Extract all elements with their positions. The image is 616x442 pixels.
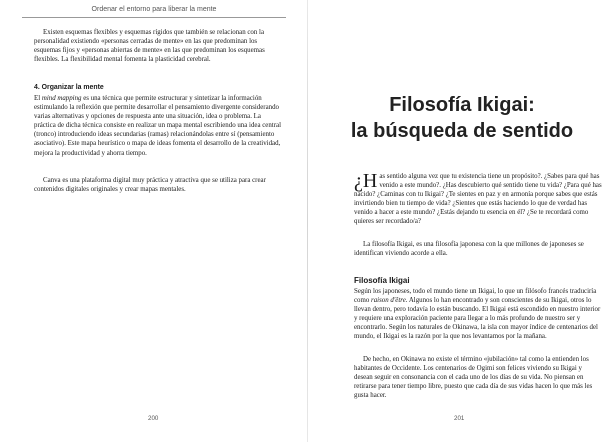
raison-detre-term: raison d'être [371, 297, 406, 305]
section-heading-organize-mind: 4. Organizar la mente [34, 84, 104, 91]
intro-paragraph [354, 172, 602, 227]
drop-cap: ¿H [354, 170, 378, 192]
paragraph-text: . Algunos lo han encontrado y son conscientes de su Ikigai, otros lo llevan dentro, pero todavía lo están buscando. El Ikigai está escondido en nuestro interior y requiere una exploración paciente para llegar a lo más profundo de nuestro ser y encontrarlo. Según los naturales de Okinawa, la isla con mayor índice de centenarios del mundo, el Ikigai es la razón por la que nos levantamos por la mañana. [354, 297, 601, 341]
paragraph-mind-mapping [34, 94, 284, 158]
mind-mapping-term: mind mapping [41, 95, 82, 102]
paragraph-text: es una técnica que permite estructurar y sintetizar la información estimulando la reflexión que permite desarrollar el pensamiento divergente considerando varias alternativas y opciones de respuesta ante una situación, idea o problema. La práctica de dicha técnica consiste en realizar un mapa mental escribiendo una idea central (tronco) introduciendo ideas secundarias (ramas) relacionándolas entre sí (pensamiento asociativo). Este mapa heurístico o mapa de ideas fomenta el desarrollo de la creatividad, mejora la productividad y ahorra tiempo. [34, 95, 281, 157]
chapter-title-line-2: la búsqueda de sentido [350, 120, 574, 142]
chapter-title [308, 92, 616, 144]
right-page [308, 0, 616, 442]
paragraph-canva: Canva es una plataforma digital muy práctica y atractiva que se utiliza para crear contenidos digitales originales y crear mapas mentales. [34, 177, 266, 194]
running-head: Ordenar el entorno para liberar la mente [91, 6, 217, 13]
chapter-title-line-1: Filosofía Ikigai: [389, 94, 535, 116]
paragraph-okinawa: De hecho, en Okinawa no existe el término «jubilación» tal como la entienden los habitantes de Occidente. Los centenarios de Ogimi son felices viviendo su Ikigai y desean seguir en consonancia con el cada uno de los días de su vida. No piensan en retirarse para tener tiempo libre, puesto que cada día de sus vidas hacen lo que más les gusta hacer. [354, 356, 593, 400]
page-number-right: 201 [454, 415, 465, 422]
header-rule [22, 17, 286, 18]
sub-heading-ikigai: Filosofía Ikigai [354, 276, 410, 285]
paragraph-text: El [34, 95, 42, 102]
paragraph-text: Según los japoneses, todo el mundo tiene un Ikigai, lo que un filósofo francés traduciría como [354, 288, 597, 305]
page-number-left: 200 [148, 415, 159, 422]
intro-text: as sentido alguna vez que tu existencia tiene un propósito?. ¿Sabes para qué has venido a este mundo?. ¿Has descubierto qué sentido tiene tu vida? ¿Para qué has nacido? ¿Caminas con tu Ikigai? ¿Te sientes en paz y en armonía porque sabes que estás invirtiendo bien tu tiempo de vida? ¿Sientes que estás haciendo lo que de verdad has venido a hacer a este mundo? ¿Estás dejando tu esencia en él? ¿Se te recordará como quieres ser recordado/a? [354, 173, 602, 226]
paragraph-flexible-schemes: Existen esquemas flexibles y esquemas rígidos que también se relacionan con la personalidad existiendo «personas cerradas de mente» en las que predominan los esquemas fijos y «personas abiertas de mente» en las que predominan los esquemas flexibles. La flexibilidad mental fomenta la plasticidad cerebral. [34, 29, 265, 64]
paragraph-ikigai-philosophy: La filosofía Ikigai, es una filosofía japonesa con la que millones de japoneses se identifican viviendo acorde a ella. [354, 241, 584, 258]
paragraph-raison-detre [354, 287, 602, 342]
